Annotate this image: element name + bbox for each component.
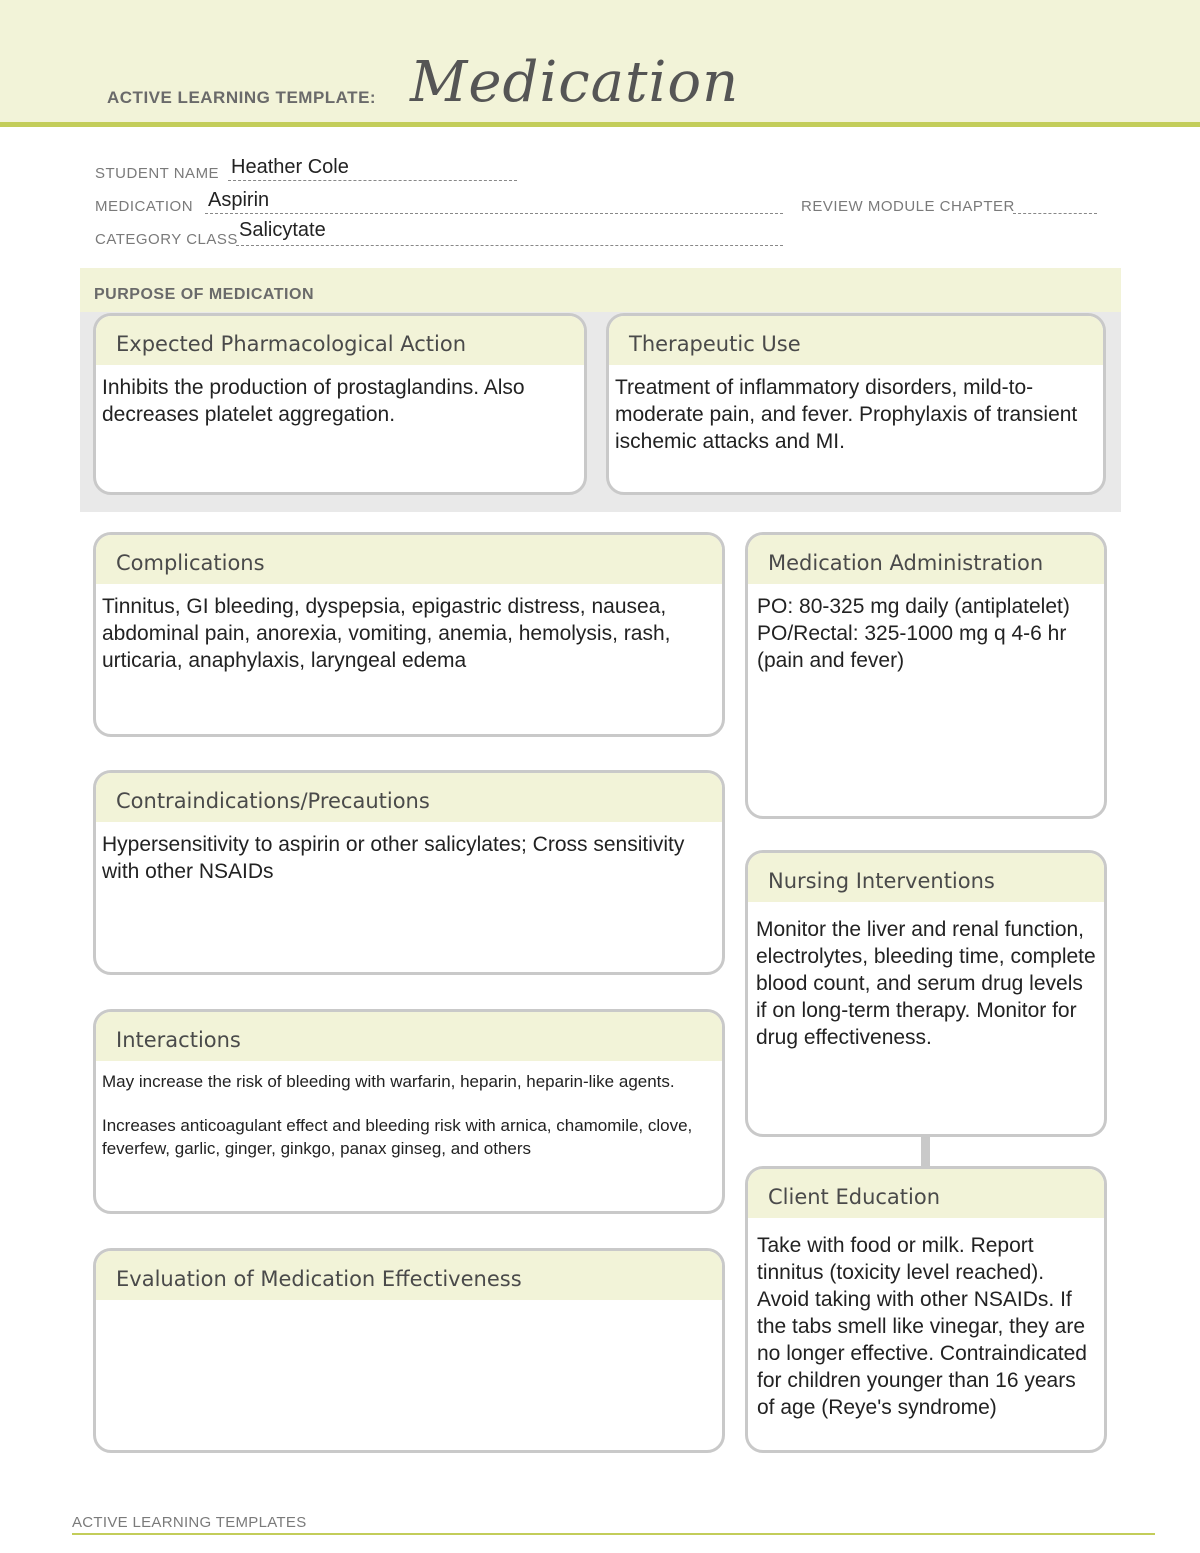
medication-label: MEDICATION	[95, 198, 194, 215]
footer-label: ACTIVE LEARNING TEMPLATES	[72, 1514, 307, 1531]
page-title: Medication	[410, 50, 740, 115]
administration-box	[745, 532, 1107, 819]
nursing-heading: Nursing Interventions	[748, 853, 1104, 903]
template-label: ACTIVE LEARNING TEMPLATE:	[107, 88, 377, 107]
category-class-underline	[236, 245, 783, 246]
administration-line-2: PO/Rectal: 325-1000 mg q 4-6 hr (pain and fever)	[757, 622, 1067, 672]
complications-heading: Complications	[96, 535, 722, 585]
client-education-heading: Client Education	[748, 1169, 1104, 1219]
administration-line-1: PO: 80-325 mg daily (antiplatelet)	[757, 595, 1070, 618]
evaluation-text[interactable]	[96, 1301, 722, 1449]
medication-field[interactable]: Aspirin	[208, 189, 270, 211]
student-name-underline	[228, 180, 517, 181]
student-name-label: STUDENT NAME	[95, 165, 220, 182]
complications-box	[93, 532, 725, 737]
complications-text[interactable]: Tinnitus, GI bleeding, dyspepsia, epigastric distress, nausea, abdominal pain, anorexia, vomiting, anemia, hemolysis, rash, urticaria, anaphylaxis, laryngeal edema	[102, 595, 671, 672]
evaluation-heading: Evaluation of Medication Effectiveness	[96, 1251, 722, 1301]
expected-action-box	[93, 313, 587, 495]
interactions-body[interactable]	[96, 1062, 722, 1160]
interactions-para-2: Increases anticoagulant effect and bleeding risk with arnica, chamomile, clove, feverfew, garlic, ginger, ginkgo, panax ginseg, and others	[102, 1116, 693, 1158]
client-education-text[interactable]: Take with food or milk. Report tinnitus (toxicity level reached). Avoid taking with other NSAIDs. If the tabs smell like vinegar, they are no longer effective. Contraindicated for children younger than 16 years of age (Reye's syndrome)	[757, 1234, 1087, 1419]
therapeutic-use-box	[606, 313, 1106, 495]
interactions-para-1: May increase the risk of bleeding with warfarin, heparin, heparin-like agents.	[102, 1072, 675, 1091]
review-module-label: REVIEW MODULE CHAPTER	[801, 198, 1015, 215]
contraindications-box	[93, 770, 725, 975]
interactions-heading: Interactions	[96, 1012, 722, 1062]
medication-underline	[205, 213, 783, 214]
administration-heading: Medication Administration	[748, 535, 1104, 585]
interactions-box	[93, 1009, 725, 1214]
category-class-label: CATEGORY CLASS	[95, 231, 238, 248]
section-connector	[921, 1135, 930, 1167]
purpose-title: PURPOSE OF MEDICATION	[94, 286, 314, 303]
expected-action-text[interactable]: Inhibits the production of prostaglandins. Also decreases platelet aggregation.	[102, 376, 525, 426]
student-name-field[interactable]: Heather Cole	[231, 156, 349, 178]
therapeutic-use-text[interactable]: Treatment of inflammatory disorders, mild-to-moderate pain, and fever. Prophylaxis of transient ischemic attacks and MI.	[615, 376, 1078, 453]
therapeutic-use-heading: Therapeutic Use	[609, 316, 1103, 366]
administration-body[interactable]	[748, 585, 1104, 674]
header-divider	[0, 122, 1200, 127]
nursing-box	[745, 850, 1107, 1137]
contraindications-heading: Contraindications/Precautions	[96, 773, 722, 823]
review-module-underline	[1013, 213, 1097, 214]
client-education-box	[745, 1166, 1107, 1453]
expected-action-heading: Expected Pharmacological Action	[96, 316, 584, 366]
footer-divider	[72, 1533, 1155, 1535]
category-class-field[interactable]: Salicytate	[239, 219, 326, 241]
nursing-text[interactable]: Monitor the liver and renal function, electrolytes, bleeding time, complete blood count, and serum drug levels if on long-term therapy. Monitor for drug effectiveness.	[756, 918, 1096, 1049]
contraindications-text[interactable]: Hypersensitivity to aspirin or other salicylates; Cross sensitivity with other NSAIDs	[102, 833, 685, 883]
evaluation-box	[93, 1248, 725, 1453]
